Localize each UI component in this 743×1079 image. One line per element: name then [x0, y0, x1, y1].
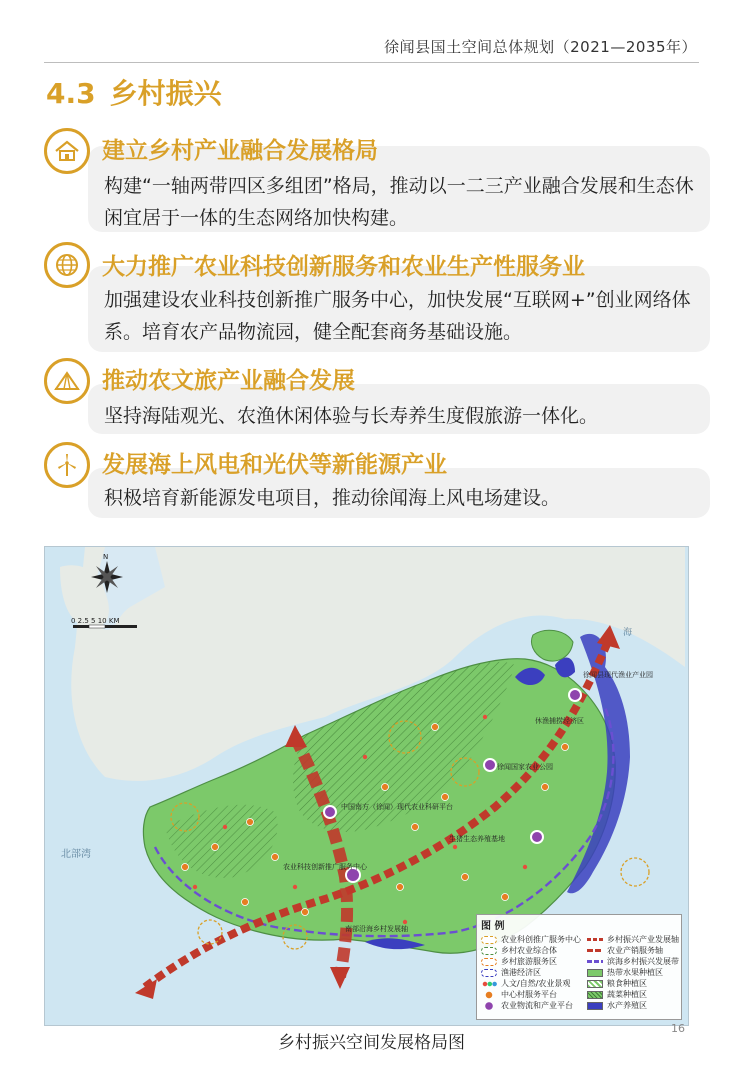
legend-column-left: [481, 934, 581, 1011]
scale-bar-text: 0 2.5 5 10 KM: [71, 617, 120, 625]
swatch-icon: [481, 1002, 497, 1010]
legend-item: 渔港经济区: [481, 967, 581, 978]
swatch-icon: [587, 969, 603, 977]
place-label: 生猪生态养殖基地: [449, 835, 505, 843]
legend-item: 乡村振兴产业发展轴: [587, 934, 679, 945]
swatch-icon: [587, 1002, 603, 1010]
item-body: 积极培育新能源发电项目，推动徐闻海上风电场建设。: [104, 487, 561, 509]
place-label: 休渔捕捞经济区: [535, 717, 584, 725]
section-name: 乡村振兴: [109, 77, 222, 110]
legend-item: 乡村旅游服务区: [481, 956, 581, 967]
sea-label-beibu: 北部湾: [61, 849, 91, 860]
item-heading: 发展海上风电和光伏等新能源产业: [102, 452, 447, 478]
swatch-icon: [587, 938, 603, 941]
swatch-icon: [481, 980, 497, 988]
tent-icon: [44, 358, 90, 404]
legend-item: 热带水果种植区: [587, 967, 679, 978]
swatch-icon: [587, 980, 603, 988]
item-tech-innovation: [0, 240, 743, 356]
swatch-icon: [587, 949, 603, 952]
place-label: 农业科技创新推广服务中心: [283, 863, 367, 871]
section-title: [46, 72, 222, 112]
item-body: 加强建设农业科技创新推广服务中心，加快发展“互联网+”创业网络体系。培育农产品物流园，健全配套商务基础设施。: [104, 289, 691, 343]
figure-caption: 乡村振兴空间发展格局图: [278, 1033, 465, 1053]
place-label: 南部沿海乡村发展轴: [345, 925, 408, 933]
legend-item: 滨海乡村振兴发展带: [587, 956, 679, 967]
item-body: 构建“一轴两带四区多组团”格局，推动以一二三产业融合发展和生态休闲宜居于一体的生态网络加快构建。: [104, 175, 694, 229]
legend-item: 人文/自然/农业景观: [481, 978, 581, 989]
section-number: 4.3: [46, 77, 96, 110]
item-new-energy: [0, 440, 743, 524]
doc-header: 徐闻县国土空间总体规划（2021—2035年）: [384, 38, 697, 56]
header-divider: [44, 62, 699, 63]
compass-north-label: N: [103, 553, 109, 561]
swatch-icon: [481, 936, 497, 944]
globe-icon: [44, 242, 90, 288]
legend-item: 蔬菜种植区: [587, 989, 679, 1000]
house-icon: [44, 128, 90, 174]
swatch-icon: [481, 947, 497, 955]
legend-item: 中心村服务平台: [481, 989, 581, 1000]
map-legend: [476, 914, 682, 1020]
swatch-icon: [481, 991, 497, 999]
legend-item: 农业科创推广服务中心: [481, 934, 581, 945]
place-label: 徐闻国家农业公园: [497, 763, 553, 771]
page-number: 16: [671, 1022, 685, 1035]
place-label: 中国南方（徐闻）现代农业科研平台: [341, 803, 453, 811]
wind-turbine-icon: [44, 442, 90, 488]
item-heading: 大力推广农业科技创新服务和农业生产性服务业: [102, 254, 585, 280]
legend-item: 水产养殖区: [587, 1000, 679, 1011]
item-agri-tourism: [0, 356, 743, 436]
item-industry-pattern: [0, 124, 743, 236]
item-body: 坚持海陆观光、农渔休闲体验与长寿养生度假旅游一体化。: [104, 405, 599, 427]
item-heading: 建立乡村产业融合发展格局: [102, 138, 378, 164]
place-label: 徐闻县现代渔业产业园: [583, 671, 653, 679]
legend-column-right: [587, 934, 679, 1011]
legend-item: 农业产销服务轴: [587, 945, 679, 956]
legend-columns: [481, 934, 677, 1011]
swatch-icon: [587, 960, 603, 963]
legend-item: 农业物流和产业平台: [481, 1000, 581, 1011]
swatch-icon: [481, 969, 497, 977]
sea-label-east: 海: [623, 628, 633, 638]
swatch-icon: [481, 958, 497, 966]
legend-item: 乡村农业综合体: [481, 945, 581, 956]
swatch-icon: [587, 991, 603, 999]
item-heading: 推动农文旅产业融合发展: [102, 368, 355, 394]
legend-title: 图 例: [481, 921, 505, 932]
legend-item: 粮食种植区: [587, 978, 679, 989]
